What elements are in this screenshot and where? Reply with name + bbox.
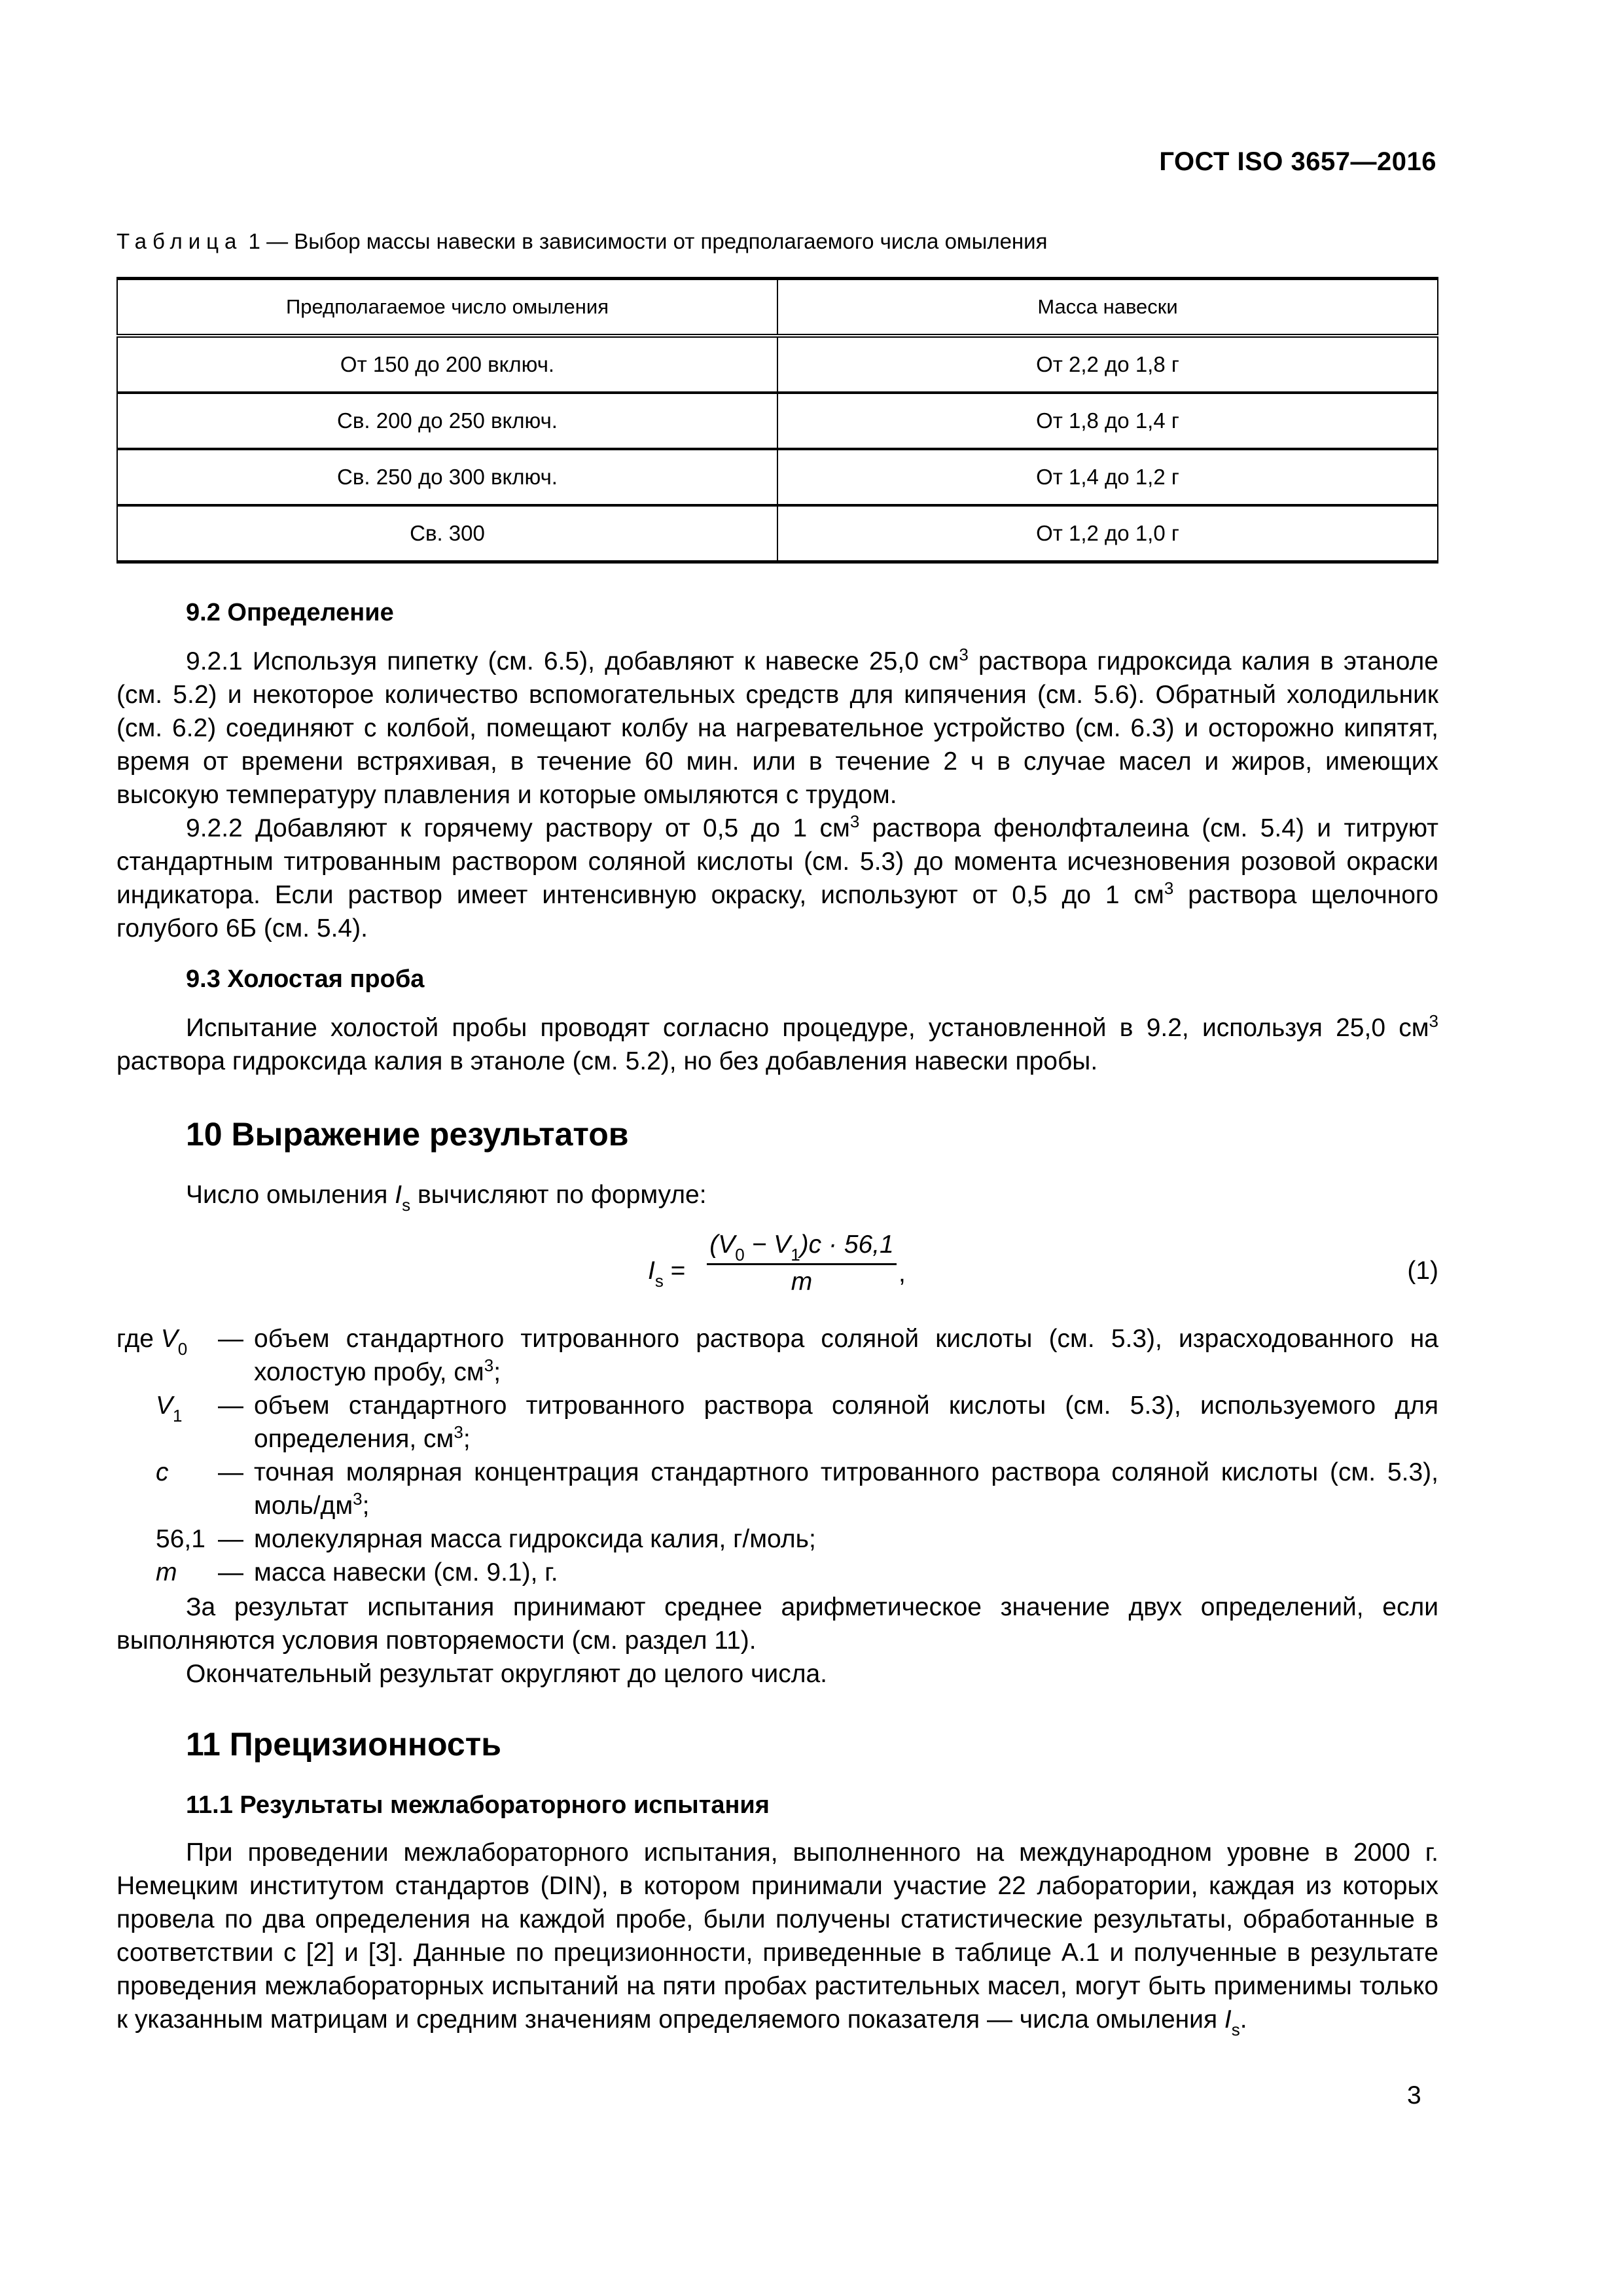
section-heading-10: 10 Выражение результатов (186, 1116, 629, 1153)
table-cell: Св. 200 до 250 включ. (117, 393, 777, 449)
table-caption-label: Таблица (116, 229, 243, 253)
table-cell: От 1,8 до 1,4 г (777, 393, 1438, 449)
table-row (117, 449, 1438, 505)
formula-denominator: m (791, 1268, 813, 1296)
table-header-row (117, 279, 1438, 336)
definition-v1: $V_1$ — объем стандартного титрованного раствора соляной кислоты (см. 5.3), используемого для определения, $см^3$; (156, 1391, 1438, 1453)
section-heading-9-2: 9.2 Определение (186, 599, 394, 626)
definition-c: c — точная молярная концентрация стандартного титрованного раствора соляной кислоты (см. 5.3), моль/$дм^3$; (156, 1458, 1438, 1520)
formula-numerator: $(V_0 - V_1)c \cdot 56,1$ (707, 1230, 897, 1265)
section-heading-11-1: 11.1 Результаты межлабораторного испытания (186, 1791, 770, 1819)
paragraph-rounding: Окончательный результат округляют до целого числа. (186, 1660, 827, 1688)
paragraph-result: За результат испытания принимают среднее арифметическое значение двух определений, если выполняются условия повторяемости (см. раздел 11). (116, 1593, 1438, 1655)
definition-m: m — масса навески (см. 9.1), г. (156, 1558, 558, 1587)
column-header-saponification: Предполагаемое число омыления (117, 279, 777, 336)
formula-fraction (707, 1230, 897, 1297)
table-cell: Св. 300 (117, 505, 777, 562)
formula-number: (1) (1407, 1257, 1438, 1285)
section-heading-9-3: 9.3 Холостая проба (186, 965, 425, 993)
formula-1: $I_s$ = $\frac{(V_0 - V_1)c \cdot 56,1}{m}$ , (1) (648, 1230, 1438, 1296)
formula-intro: Число омыления $I_s$ вычисляют по формуле: (186, 1181, 707, 1215)
table-cell: От 1,2 до 1,0 г (777, 505, 1438, 562)
table-caption-text: 1 — Выбор массы навески в зависимости от предполагаемого числа омыления (242, 229, 1048, 253)
table-cell: От 1,4 до 1,2 г (777, 449, 1438, 505)
table-caption (116, 229, 1047, 254)
table-cell: Св. 250 до 300 включ. (117, 449, 777, 505)
section-heading-11: 11 Прецизионность (186, 1726, 501, 1763)
definition-v0: где $V_0$ — объем стандартного титрованного раствора соляной кислоты (см. 5.3), израсходованного на холостую пробу, $см^3$; (116, 1325, 1438, 1386)
paragraph-9-2-2: 9.2.2 Добавляют к горячему раствору от 0,5 до 1 $см^3$ раствора фенолфталеина (см. 5.4) и титруют стандартным титрованным раствором соляной кислоты (см. 5.3) до момента исчезновения розовой окраски индикатора. Если раствор имеет интенсивную окраску, используют от 0,5 до 1 $см^3$ раствора щелочного голубого 6Б (см. 5.4). (116, 812, 1438, 942)
table-row (117, 505, 1438, 562)
table-1 (116, 277, 1438, 564)
paragraph-11-1: При проведении межлабораторного испытания, выполненного на международном уровне в 2000 г. Немецким институтом стандартов (DIN), в котором принимали участие 22 лаборатории, каждая из которых провела по два определения на каждой пробе, были получены статистические результаты, обработанные в соответствии с [2] и [3]. Данные по прецизионности, приведенные в таблице А.1 и полученные в результате проведения межлабораторных испытаний на пяти пробах растительных масел, могут быть применимы только к указанным матрицам и средним значениям определяемого показателя — числа омыления $I_s$. (116, 1839, 1438, 2039)
paragraph-9-3: Испытание холостой пробы проводят согласно процедуре, установленной в 9.2, используя 25,0 $см^3$ раствора гидроксида калия в этаноле (см. 5.2), но без добавления навески пробы. (116, 1011, 1438, 1075)
table-row (117, 336, 1438, 393)
page-number: 3 (1407, 2081, 1421, 2109)
definition-56-1: 56,1 — молекулярная масса гидроксида калия, г/моль; (156, 1525, 816, 1553)
paragraph-9-2-1: 9.2.1 Используя пипетку (см. 6.5), добавляют к навеске 25,0 $см^3$ раствора гидроксида калия в этаноле (см. 5.2) и некоторое количество вспомогательных средств для кипячения (см. 5.6). Обратный холодильник (см. 6.2) соединяют с колбой, помещают колбу на нагревательное устройство (см. 6.3) и осторожно кипятят, время от времени встряхивая, в течение 60 мин. или в течение 2 ч в случае масел и жиров, имеющих высокую температуру плавления и которые омыляются с трудом. (116, 645, 1438, 809)
table-cell: От 150 до 200 включ. (117, 336, 777, 393)
formula-definitions (116, 1322, 1438, 1589)
table-cell: От 2,2 до 1,8 г (777, 336, 1438, 393)
column-header-mass: Масса навески (777, 279, 1438, 336)
formula-lhs: $I_s$ = (648, 1257, 686, 1291)
document-header-id: ГОСТ ISO 3657—2016 (1159, 147, 1436, 176)
table-row (117, 393, 1438, 449)
